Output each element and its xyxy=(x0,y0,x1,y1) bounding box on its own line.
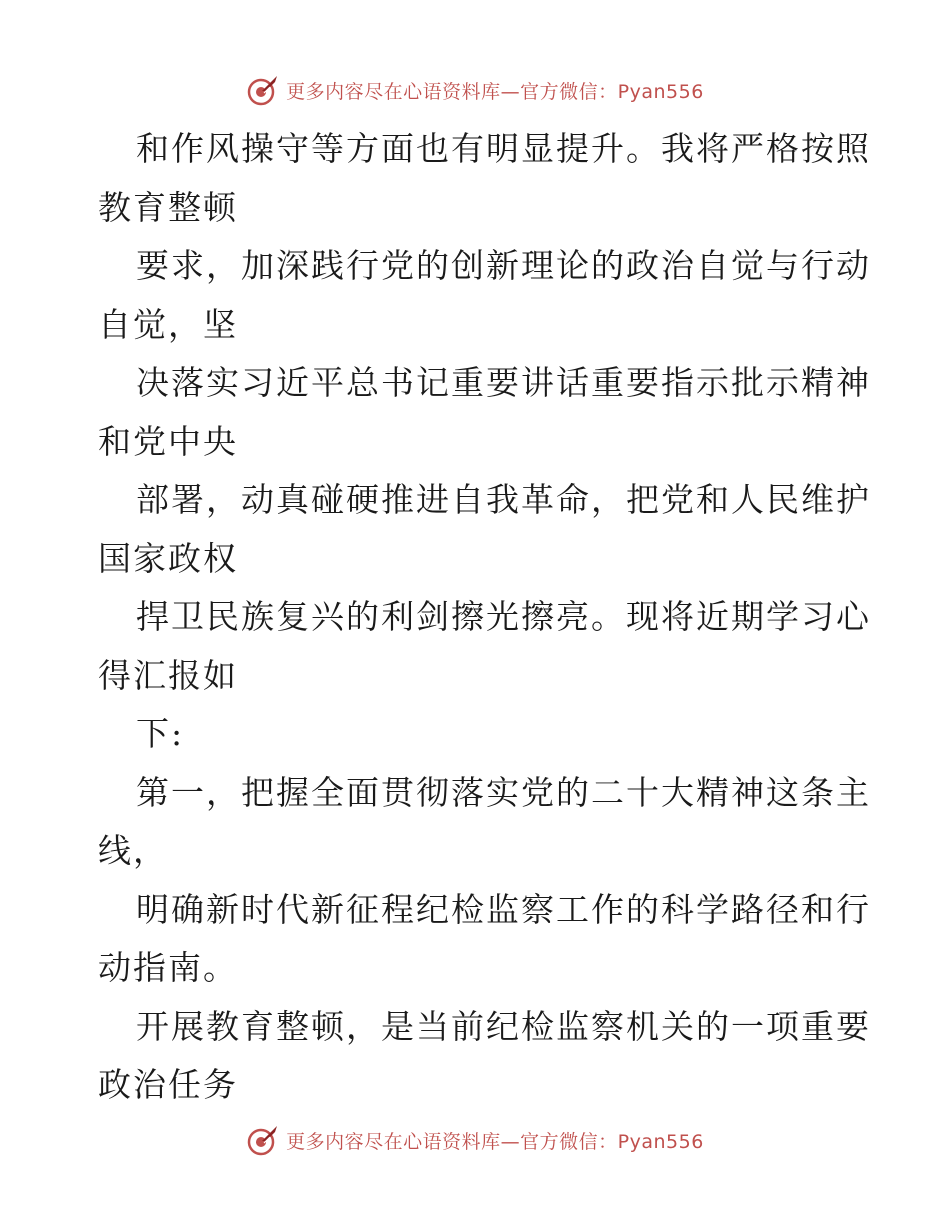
text-line: 动指南。 xyxy=(98,948,238,987)
text-line: 决落实习近平总书记重要讲话重要指示批示精神 xyxy=(136,363,871,402)
text-line: 得汇报如 xyxy=(98,655,238,695)
text-line: 和党中央 xyxy=(98,421,238,461)
text-line: 国家政权 xyxy=(98,538,238,578)
document-body xyxy=(98,120,871,1115)
header-watermark xyxy=(0,70,950,110)
footer-watermark xyxy=(0,1120,950,1160)
text-line: 自觉，坚 xyxy=(98,304,238,344)
text-line: 和作风操守等方面也有明显提升。我将严格按照 xyxy=(136,129,871,168)
header-watermark-text: 更多内容尽在心语资料库—官方微信：Pyan556 xyxy=(286,80,704,103)
text-line: 开展教育整顿，是当前纪检监察机关的一项重要 xyxy=(136,1006,871,1046)
text-line: 线， xyxy=(98,831,168,870)
footer-watermark-text: 更多内容尽在心语资料库—官方微信：Pyan556 xyxy=(286,1130,704,1153)
quill-seal-icon xyxy=(246,73,280,107)
text-line: 第一，把握全面贯彻落实党的二十大精神这条主 xyxy=(136,772,871,812)
text-line: 政治任务 xyxy=(98,1065,238,1104)
quill-seal-icon xyxy=(246,1123,280,1157)
text-line: 捍卫民族复兴的利剑擦光擦亮。现将近期学习心 xyxy=(136,597,871,636)
text-line: 下: xyxy=(136,714,185,753)
text-line: 明确新时代新征程纪检监察工作的科学路径和行 xyxy=(136,889,871,929)
text-line: 部署，动真碰硬推进自我革命，把党和人民维护 xyxy=(136,480,871,519)
text-line: 要求，加深践行党的创新理论的政治自觉与行动 xyxy=(136,246,871,285)
text-line: 教育整顿 xyxy=(98,187,238,227)
